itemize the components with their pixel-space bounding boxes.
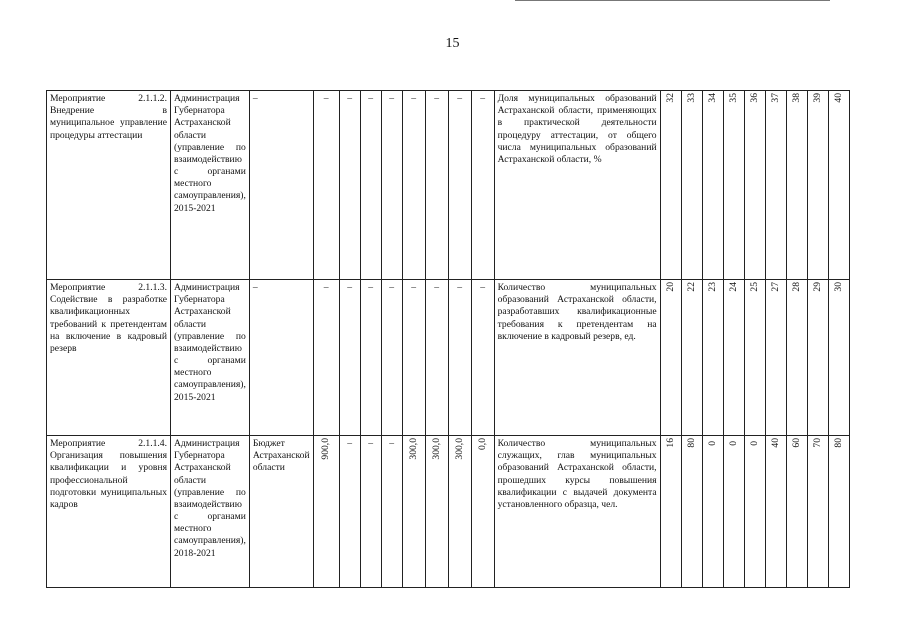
funding-amount-4: – [381, 436, 402, 588]
indicator-value-5-cell [744, 91, 765, 280]
funding-amount-1: – [313, 280, 339, 436]
funding-amount-6: 300,0 [430, 438, 442, 460]
funding-amount-7-cell [448, 436, 471, 588]
indicator-value-6-cell [765, 436, 786, 588]
indicator-value-1-cell [660, 91, 681, 280]
indicator-value-8-cell [807, 91, 828, 280]
indicator-value-2: 80 [685, 438, 697, 448]
funding-amount-7: – [448, 280, 471, 436]
funding-amount-1: 900,0 [320, 438, 332, 460]
indicator-value-7: 38 [790, 93, 802, 103]
indicator-value-2-cell [681, 91, 702, 280]
funding-amount-2: – [339, 436, 360, 588]
indicator-value-9: 80 [832, 438, 844, 448]
indicator-value-6: 40 [769, 438, 781, 448]
indicator-value-2: 33 [685, 93, 697, 103]
indicator-cell: Доля муниципальных образований Астраханской области, применяющих в практической деятельности процедуру аттестации, от общего числа муниципальных образований Астраханской области, % [494, 91, 660, 280]
indicator-value-6-cell [765, 280, 786, 436]
funding-amount-6-cell [425, 436, 448, 588]
funding-amount-5: – [402, 280, 425, 436]
measure-cell: Мероприятие 2.1.1.4. Организация повышения квалификации и уровня профессиональной подготовки муниципальных кадров [47, 436, 171, 588]
funding-amount-4: – [381, 280, 402, 436]
indicator-value-3: 23 [706, 282, 718, 292]
indicator-value-2-cell [681, 436, 702, 588]
indicator-value-7-cell [786, 436, 807, 588]
indicator-value-7: 28 [790, 282, 802, 292]
indicator-value-5: 0 [748, 441, 760, 446]
indicator-value-5-cell [744, 436, 765, 588]
funding-amount-3: – [360, 91, 381, 280]
indicator-value-4-cell [723, 91, 744, 280]
program-table [46, 90, 850, 588]
funding-amount-4: – [381, 91, 402, 280]
table-row [47, 280, 850, 436]
funding-amount-5: – [402, 91, 425, 280]
funding-amount-1: – [313, 91, 339, 280]
funding-amount-5: 300,0 [407, 438, 419, 460]
funding-source-cell: – [249, 280, 313, 436]
indicator-value-7: 60 [790, 438, 802, 448]
funding-amount-8: – [471, 91, 494, 280]
funding-amount-3: – [360, 280, 381, 436]
indicator-value-3-cell [702, 436, 723, 588]
indicator-value-4: 35 [727, 93, 739, 103]
indicator-value-6-cell [765, 91, 786, 280]
indicator-value-8: 39 [811, 93, 823, 103]
indicator-value-9-cell [828, 91, 849, 280]
indicator-value-2-cell [681, 280, 702, 436]
funding-amount-5-cell [402, 436, 425, 588]
indicator-value-3: 0 [706, 441, 718, 446]
funding-amount-6: – [425, 91, 448, 280]
funding-amount-2: – [339, 91, 360, 280]
indicator-value-4-cell [723, 436, 744, 588]
indicator-cell: Количество муниципальных образований Астраханской области, разработавших квалификационные требования к претендентам на включение в кадровый резерв, ед. [494, 280, 660, 436]
page-number: 15 [445, 36, 460, 51]
measure-cell: Мероприятие 2.1.1.3. Содействие в разработке квалификационных требований к претендентам на включение в кадровый резерв [47, 280, 171, 436]
indicator-value-3-cell [702, 91, 723, 280]
measure-cell: Мероприятие 2.1.1.2. Внедрение в муниципальное управление процедуры аттестации [47, 91, 171, 280]
indicator-cell: Количество муниципальных служащих, глав муниципальных образований Астраханской области, прошедших курсы повышения квалификации с выдачей документа установленного образца, чел. [494, 436, 660, 588]
indicator-value-9: 40 [832, 93, 844, 103]
indicator-value-9: 30 [832, 282, 844, 292]
funding-amount-1-cell [313, 436, 339, 588]
indicator-value-3: 34 [706, 93, 718, 103]
table-row [47, 91, 850, 280]
funding-amount-8-cell [471, 436, 494, 588]
indicator-value-1-cell [660, 280, 681, 436]
funding-amount-8: – [471, 280, 494, 436]
indicator-value-1: 16 [664, 438, 676, 448]
funding-amount-2: – [339, 280, 360, 436]
funding-amount-7: 300,0 [453, 438, 465, 460]
indicator-value-1-cell [660, 436, 681, 588]
indicator-value-4-cell [723, 280, 744, 436]
funding-amount-6: – [425, 280, 448, 436]
indicator-value-6: 37 [769, 93, 781, 103]
indicator-value-9-cell [828, 436, 849, 588]
indicator-value-8: 70 [811, 438, 823, 448]
indicator-value-5-cell [744, 280, 765, 436]
funding-amount-7: – [448, 91, 471, 280]
indicator-value-5: 36 [748, 93, 760, 103]
executor-cell: Администрация Губернатора Астраханской области (управление по взаимодействию с органами местного самоуправления), 2018-2021 [171, 436, 250, 588]
indicator-value-7-cell [786, 280, 807, 436]
indicator-value-4: 24 [727, 282, 739, 292]
indicator-value-9-cell [828, 280, 849, 436]
indicator-value-2: 22 [685, 282, 697, 292]
table-row [47, 436, 850, 588]
indicator-value-6: 27 [769, 282, 781, 292]
indicator-value-8-cell [807, 436, 828, 588]
funding-amount-3: – [360, 436, 381, 588]
funding-source-cell: – [249, 91, 313, 280]
indicator-value-1: 32 [664, 93, 676, 103]
indicator-value-4: 0 [727, 441, 739, 446]
funding-source-cell: Бюджет Астраханской области [249, 436, 313, 588]
executor-cell: Администрация Губернатора Астраханской области (управление по взаимодействию с органами местного самоуправления), 2015-2021 [171, 280, 250, 436]
executor-cell: Администрация Губернатора Астраханской области (управление по взаимодействию с органами местного самоуправления), 2015-2021 [171, 91, 250, 280]
indicator-value-8: 29 [811, 282, 823, 292]
indicator-value-1: 20 [664, 282, 676, 292]
indicator-value-8-cell [807, 280, 828, 436]
indicator-value-5: 25 [748, 282, 760, 292]
funding-amount-8: 0,0 [476, 438, 488, 450]
indicator-value-3-cell [702, 280, 723, 436]
top-rule [515, 0, 830, 4]
indicator-value-7-cell [786, 91, 807, 280]
